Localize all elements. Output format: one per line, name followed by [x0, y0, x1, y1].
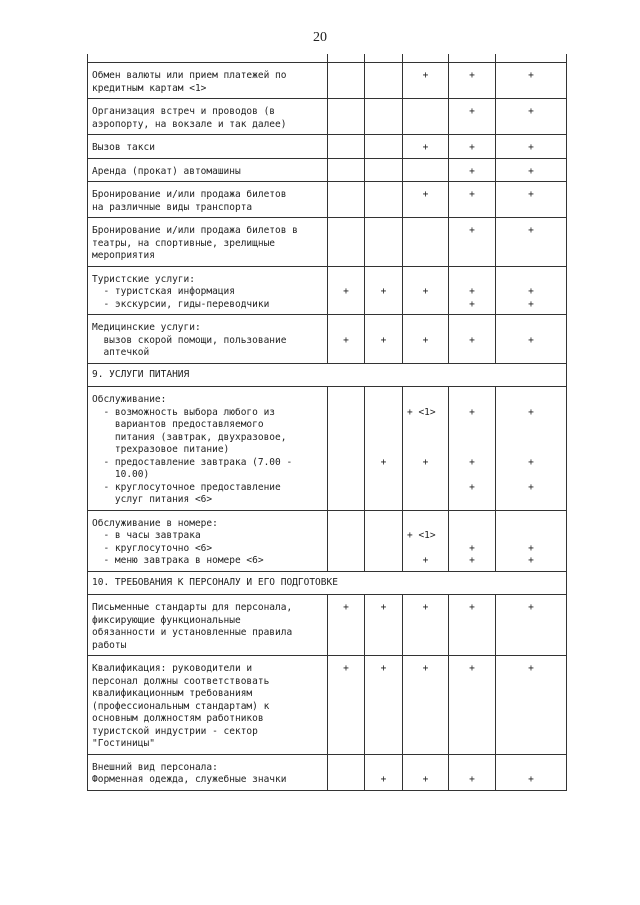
service-name-line: аптечкой [92, 347, 150, 358]
requirement-mark [332, 762, 360, 775]
requirement-mark [500, 762, 562, 775]
category-mark-cell [449, 158, 496, 182]
category-mark-cell [403, 315, 449, 364]
requirement-mark: + [422, 774, 429, 785]
service-name-line: Обслуживание: [92, 394, 167, 405]
category-mark-cell [365, 510, 403, 571]
requirement-mark [332, 518, 360, 531]
table-row [88, 99, 567, 135]
requirement-mark [453, 530, 491, 543]
category-mark-cell [365, 158, 403, 182]
service-name-line: Вызов такси [92, 142, 155, 153]
category-mark-cell [365, 135, 403, 159]
service-name-cell [88, 510, 328, 571]
requirement-mark [369, 518, 398, 531]
page-number: 20 [313, 30, 327, 45]
requirement-mark: + [528, 481, 534, 493]
category-mark-cell [365, 754, 403, 790]
requirement-mark: + [343, 334, 349, 346]
requirement-mark: + [343, 663, 349, 674]
requirement-mark [332, 225, 360, 238]
requirement-mark [369, 106, 398, 119]
service-name-line: Форменная одежда, служебные значки [92, 774, 287, 785]
requirement-mark: + [469, 481, 475, 493]
service-name-cell [88, 656, 328, 755]
requirement-mark: + [469, 106, 475, 117]
service-name-line: Аренда (прокат) автомашины [92, 165, 241, 177]
requirement-mark: + [528, 106, 534, 117]
category-mark-cell [365, 218, 403, 267]
category-mark-cell [496, 158, 567, 182]
table-row [88, 158, 567, 182]
category-mark-cell [328, 315, 365, 364]
requirement-mark: + <1> [407, 530, 436, 541]
requirement-mark [407, 166, 444, 179]
category-mark-cell [403, 595, 449, 656]
service-name-line: обязанности и установленные правила [92, 627, 293, 638]
category-mark-cell [403, 387, 449, 511]
service-name-line: работы [92, 639, 127, 651]
requirement-mark [332, 189, 360, 202]
requirement-mark: + [469, 189, 475, 200]
category-mark-cell [449, 218, 496, 267]
service-name-line: Медицинские услуги: [92, 322, 201, 333]
requirement-mark [453, 274, 491, 287]
requirement-mark [369, 142, 398, 155]
table-continuation-stub [88, 54, 567, 63]
category-mark-cell [496, 387, 567, 511]
requirement-mark [332, 166, 360, 179]
category-mark-cell [449, 510, 496, 571]
service-name-line: 10.00) [92, 469, 150, 480]
service-name-line: основным должностям работников [92, 713, 264, 724]
requirement-mark: + [380, 334, 387, 346]
category-mark-cell [328, 158, 365, 182]
category-mark-cell [328, 135, 365, 159]
category-mark-cell [365, 266, 403, 315]
requirement-mark [407, 322, 444, 335]
service-name-line: Письменные стандарты для персонала, [92, 602, 293, 613]
category-mark-cell [449, 99, 496, 135]
requirement-mark: + [469, 542, 475, 554]
service-name-line: персонал должны соответствовать [92, 675, 270, 687]
requirement-mark: + [528, 334, 534, 346]
service-name-line: вариантов предоставляемого [92, 419, 264, 430]
requirement-mark: + [343, 602, 349, 613]
requirement-mark: + [469, 70, 475, 81]
category-mark-cell [449, 266, 496, 315]
section-header-row [88, 571, 567, 595]
service-name-cell [88, 135, 328, 159]
requirement-mark: + [422, 189, 429, 200]
category-mark-cell [496, 656, 567, 755]
requirement-mark: + [380, 456, 387, 468]
requirement-mark [369, 189, 398, 202]
category-mark-cell [403, 656, 449, 755]
category-mark-cell [403, 182, 449, 218]
service-name-line: - круглосуточное предоставление [92, 481, 281, 493]
service-name-cell [88, 182, 328, 218]
requirement-mark [407, 444, 444, 457]
service-name-line: вызов скорой помощи, пользование [92, 334, 287, 346]
service-name-cell [88, 387, 328, 511]
category-mark-cell [365, 656, 403, 755]
requirement-mark [369, 432, 398, 445]
requirement-mark [500, 322, 562, 335]
table-row [88, 135, 567, 159]
table-row [88, 510, 567, 571]
requirement-mark [500, 274, 562, 287]
service-name-line: кредитным картам <1> [92, 82, 207, 94]
requirement-mark: + [380, 663, 387, 674]
category-mark-cell [496, 99, 567, 135]
table-row [88, 315, 567, 364]
requirement-mark [369, 225, 398, 238]
requirement-mark [453, 762, 491, 775]
requirement-mark: + [528, 189, 534, 200]
service-name-cell [88, 63, 328, 99]
requirement-mark: + [528, 774, 534, 785]
services-requirements-table [87, 54, 567, 791]
requirement-mark [369, 762, 398, 775]
service-name-line: Бронирование и/или продажа билетов в [92, 225, 298, 236]
category-mark-cell [403, 99, 449, 135]
category-mark-cell [328, 63, 365, 99]
requirement-mark [453, 419, 491, 432]
requirement-mark [453, 518, 491, 531]
service-name-line: мероприятия [92, 250, 155, 261]
requirement-mark: + [469, 142, 475, 153]
requirement-mark [407, 432, 444, 445]
category-mark-cell [328, 656, 365, 755]
requirement-mark: + [469, 602, 475, 613]
requirement-mark: + [469, 334, 475, 346]
requirement-mark: + [380, 286, 387, 297]
category-mark-cell [403, 135, 449, 159]
table-row [88, 266, 567, 315]
category-mark-cell [328, 595, 365, 656]
table-row [88, 656, 567, 755]
requirement-mark [332, 142, 360, 155]
requirement-mark: + [528, 555, 534, 566]
service-name-line: - в часы завтрака [92, 530, 201, 541]
service-name-line: Бронирование и/или продажа билетов [92, 189, 287, 200]
service-name-line: питания (завтрак, двухразовое, [92, 431, 287, 443]
category-mark-cell [328, 218, 365, 267]
category-mark-cell [403, 63, 449, 99]
service-name-line: аэропорту, на вокзале и так далее) [92, 118, 287, 130]
service-name-line: Обслуживание в номере: [92, 517, 218, 529]
category-mark-cell [328, 510, 365, 571]
category-mark-cell [365, 99, 403, 135]
service-name-line: услуг питания <6> [92, 494, 213, 505]
requirement-mark [407, 394, 444, 407]
category-mark-cell [365, 182, 403, 218]
requirement-mark: + [469, 663, 475, 674]
requirement-mark [369, 322, 398, 335]
requirement-mark [369, 166, 398, 179]
service-name-line: Туристские услуги: [92, 273, 195, 285]
category-mark-cell [449, 63, 496, 99]
service-name-line: "Гостиницы" [92, 738, 155, 749]
requirement-mark [332, 70, 360, 83]
category-mark-cell [449, 656, 496, 755]
table-row [88, 595, 567, 656]
category-mark-cell [365, 387, 403, 511]
requirement-mark [407, 762, 444, 775]
table-row [88, 387, 567, 511]
category-mark-cell [403, 510, 449, 571]
requirement-mark: + [469, 774, 475, 785]
requirement-mark [407, 518, 444, 531]
requirement-mark [453, 444, 491, 457]
category-mark-cell [328, 99, 365, 135]
service-name-line: (профессиональным стандартам) к [92, 700, 270, 712]
service-name-cell [88, 595, 328, 656]
requirement-mark: + [528, 298, 534, 310]
requirement-mark [500, 469, 562, 482]
requirement-mark [407, 543, 444, 556]
requirement-mark [407, 274, 444, 287]
category-mark-cell [496, 595, 567, 656]
requirement-mark [453, 394, 491, 407]
service-name-cell [88, 754, 328, 790]
requirement-mark: + [469, 165, 475, 177]
requirement-mark [453, 322, 491, 335]
requirement-mark [453, 469, 491, 482]
requirement-mark: + [528, 406, 534, 418]
category-mark-cell [449, 315, 496, 364]
category-mark-cell [403, 158, 449, 182]
category-mark-cell [403, 754, 449, 790]
service-name-line: Квалификация: руководители и [92, 663, 253, 674]
requirement-mark: + [469, 286, 475, 297]
requirement-mark: + [422, 334, 429, 346]
service-name-line: - возможность выбора любого из [92, 406, 276, 418]
service-name-line: - круглосуточно <6> [92, 542, 213, 554]
category-mark-cell [449, 387, 496, 511]
category-mark-cell [403, 218, 449, 267]
requirement-mark: + [469, 456, 475, 468]
service-name-line: - меню завтрака в номере <6> [92, 555, 264, 566]
requirement-mark [369, 70, 398, 83]
requirement-mark: + [380, 774, 387, 785]
requirement-mark: + [528, 602, 534, 613]
service-name-line: - предоставление завтрака (7.00 - [92, 456, 293, 468]
requirement-mark: + [528, 456, 534, 468]
category-mark-cell [449, 595, 496, 656]
category-mark-cell [496, 182, 567, 218]
requirement-mark [407, 419, 444, 432]
requirement-mark [369, 407, 398, 420]
table-row [88, 63, 567, 99]
service-name-cell [88, 99, 328, 135]
requirement-mark [453, 432, 491, 445]
service-name-cell [88, 218, 328, 267]
requirement-mark [500, 444, 562, 457]
requirement-mark: + [380, 602, 387, 613]
table-row [88, 218, 567, 267]
category-mark-cell [496, 754, 567, 790]
requirement-mark: + [422, 663, 429, 674]
service-name-line: театры, на спортивные, зрелищные [92, 237, 276, 249]
requirement-mark [407, 225, 444, 238]
requirement-mark: + [422, 456, 429, 468]
category-mark-cell [496, 510, 567, 571]
category-mark-cell [496, 135, 567, 159]
requirement-mark: + [422, 70, 429, 81]
section-title: 9. УСЛУГИ ПИТАНИЯ [88, 363, 567, 387]
service-name-line: фиксирующие функциональные [92, 614, 241, 626]
category-mark-cell [328, 387, 365, 511]
requirement-mark: + [469, 298, 475, 310]
requirement-mark: + [469, 225, 475, 236]
category-mark-cell [328, 182, 365, 218]
requirement-mark [500, 432, 562, 445]
category-mark-cell [496, 63, 567, 99]
service-name-cell [88, 158, 328, 182]
category-mark-cell [449, 135, 496, 159]
requirement-mark [332, 106, 360, 119]
service-name-line: туристской индустрии - сектор [92, 725, 258, 737]
requirement-mark [369, 419, 398, 432]
category-mark-cell [496, 315, 567, 364]
category-mark-cell [328, 266, 365, 315]
requirement-mark [332, 274, 360, 287]
requirement-mark: + [528, 663, 534, 674]
service-name-line: квалификационным требованиям [92, 688, 253, 699]
requirement-mark: + [422, 555, 429, 566]
requirement-mark: + [422, 142, 429, 153]
section-header-row [88, 363, 567, 387]
category-mark-cell [496, 266, 567, 315]
requirement-mark: + <1> [407, 406, 436, 418]
requirement-mark: + [422, 286, 429, 297]
requirement-mark [369, 394, 398, 407]
requirement-mark [500, 419, 562, 432]
service-name-line: трехразовое питание) [92, 444, 230, 455]
requirement-mark: + [469, 555, 475, 566]
service-name-line: - экскурсии, гиды-переводчики [92, 298, 270, 310]
requirement-mark: + [343, 286, 349, 297]
category-mark-cell [496, 218, 567, 267]
requirement-mark [332, 394, 360, 407]
category-mark-cell [365, 595, 403, 656]
requirement-mark [407, 106, 444, 119]
requirement-mark: + [528, 70, 534, 81]
section-title: 10. ТРЕБОВАНИЯ К ПЕРСОНАЛУ И ЕГО ПОДГОТОВКЕ [88, 571, 567, 595]
requirement-mark: + [528, 165, 534, 177]
service-name-cell [88, 266, 328, 315]
requirement-mark [500, 394, 562, 407]
requirement-mark: + [422, 602, 429, 613]
requirement-mark [369, 274, 398, 287]
requirement-mark: + [528, 286, 534, 297]
requirement-mark [369, 444, 398, 457]
requirement-mark: + [528, 542, 534, 554]
table-row [88, 754, 567, 790]
service-name-line: Внешний вид персонала: [92, 761, 218, 773]
category-mark-cell [328, 754, 365, 790]
service-name-line: Организация встреч и проводов (в [92, 106, 276, 117]
category-mark-cell [449, 754, 496, 790]
category-mark-cell [365, 63, 403, 99]
service-name-cell [88, 315, 328, 364]
requirement-mark [500, 530, 562, 543]
service-name-line: Обмен валюты или прием платежей по [92, 70, 287, 81]
category-mark-cell [449, 182, 496, 218]
category-mark-cell [365, 315, 403, 364]
requirement-mark: + [469, 406, 475, 418]
requirement-mark [332, 322, 360, 335]
requirement-mark: + [528, 225, 534, 236]
requirement-mark [500, 518, 562, 531]
service-name-line: на различные виды транспорта [92, 201, 253, 213]
service-name-line: - туристская информация [92, 286, 235, 297]
category-mark-cell [403, 266, 449, 315]
table-row [88, 182, 567, 218]
requirement-mark: + [528, 142, 534, 153]
